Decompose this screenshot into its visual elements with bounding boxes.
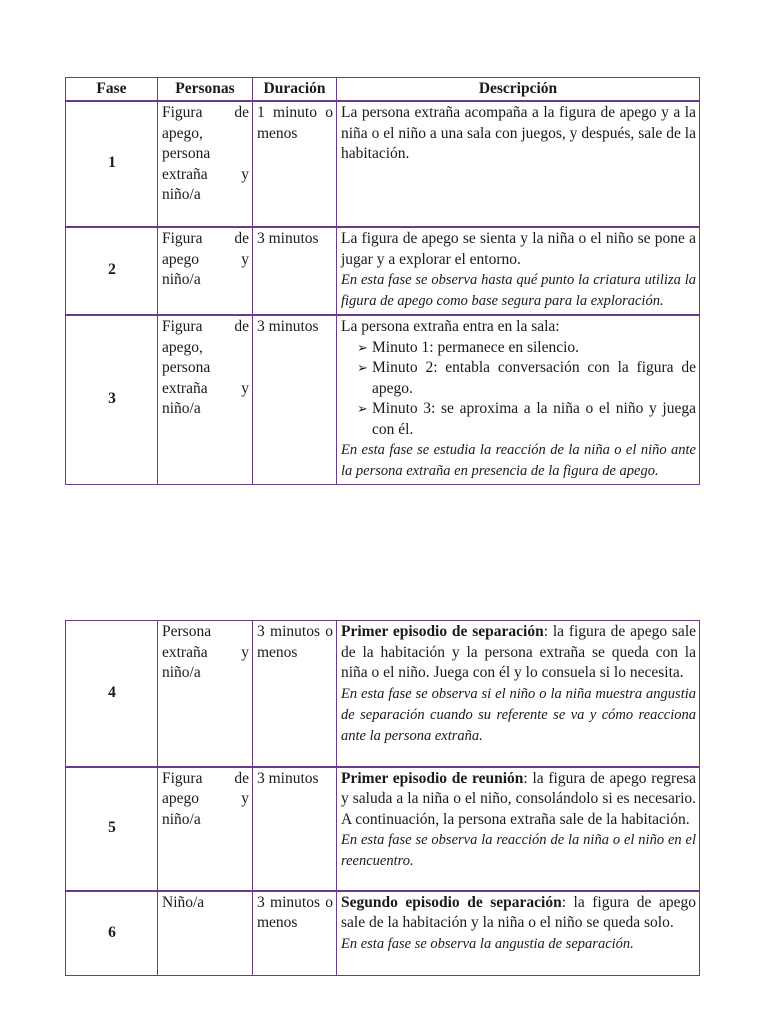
phase-duracion: 3 minutos o menos <box>253 621 337 767</box>
phase-description <box>337 227 700 315</box>
description-text: : la figura de apego regresa y saluda a la niña o el niño, consolándolo si es necesario. A continuación, la persona extraña sale de la habitación. <box>341 769 696 828</box>
observation-note: En esta fase se observa hasta qué punto la criatura utiliza la figura de apego como base segura para la exploración. <box>341 272 696 309</box>
phase-table-top <box>65 77 700 485</box>
episode-title: Primer episodio de reunión <box>341 769 524 787</box>
table-row <box>66 621 700 767</box>
phase-description <box>337 621 700 767</box>
phase-number: 5 <box>66 767 158 891</box>
phase-description <box>337 767 700 891</box>
observation-note: En esta fase se estudia la reacción de la niña o el niño ante la persona extraña en presencia de la figura de apego. <box>341 442 696 479</box>
list-item <box>357 358 696 399</box>
phase-duracion: 3 minutos <box>253 227 337 315</box>
description-text: La persona extraña entra en la sala: <box>341 318 560 335</box>
phase-personas: Figura de apego y niño/a <box>158 227 253 315</box>
header-personas: Personas <box>158 78 253 102</box>
table-row <box>66 315 700 485</box>
table-row <box>66 227 700 315</box>
observation-note: En esta fase se observa la angustia de separación. <box>341 935 634 952</box>
table-row <box>66 101 700 227</box>
list-item-text: Minuto 1: permanece en silencio. <box>372 338 580 356</box>
phase-personas: Figura de apego, persona extraña y niño/a <box>158 315 253 485</box>
header-duracion: Duración <box>253 78 337 102</box>
phase-number: 6 <box>66 891 158 976</box>
episode-title: Segundo episodio de separación <box>341 893 562 911</box>
observation-note: En esta fase se observa si el niño o la niña muestra angustia de separación cuando su referente se va y cómo reacciona ante la persona extraña. <box>341 685 696 744</box>
list-item-text: Minuto 2: entabla conversación con la figura de apego. <box>372 359 696 397</box>
arrowhead-bullet-icon: ➢ <box>357 401 368 416</box>
header-descripcion: Descripción <box>337 78 700 102</box>
description-text: : la figura de apego sale de la habitación y la persona extraña se queda con la niña o el niño. Juega con él y lo consuela si lo necesita. <box>341 623 696 681</box>
phase-personas: Figura de apego, persona extraña y niño/a <box>158 101 253 227</box>
list-item <box>357 399 696 440</box>
phase-number: 3 <box>66 315 158 485</box>
table-header-row <box>66 78 700 102</box>
list-item <box>357 338 696 359</box>
phase-number: 4 <box>66 621 158 767</box>
header-fase: Fase <box>66 78 158 102</box>
episode-title: Primer episodio de separación <box>341 623 544 640</box>
phase-duracion: 3 minutos <box>253 315 337 485</box>
list-item-text: Minuto 3: se aproxima a la niña o el niño y juega con él. <box>372 400 696 438</box>
table-row <box>66 891 700 976</box>
phase-number: 1 <box>66 101 158 227</box>
phase-description <box>337 891 700 976</box>
observation-note: En esta fase se observa la reacción de la niña o el niño en el reencuentro. <box>341 832 696 869</box>
phase-description <box>337 101 700 227</box>
phase-personas: Niño/a <box>158 891 253 976</box>
phase-number: 2 <box>66 227 158 315</box>
minute-list <box>341 338 696 441</box>
description-text: La persona extraña acompaña a la figura de apego y a la niña o el niño a una sala con juegos, y después, sale de la habitación. <box>341 104 696 162</box>
phase-duracion: 3 minutos <box>253 767 337 891</box>
table-row <box>66 767 700 891</box>
arrowhead-bullet-icon: ➢ <box>357 360 368 375</box>
phase-personas: Figura de apego y niño/a <box>158 767 253 891</box>
phase-table-bottom <box>65 620 700 976</box>
description-text: La figura de apego se sienta y la niña o el niño se pone a jugar y a explorar el entorno. <box>341 230 696 268</box>
phase-personas: Persona extraña y niño/a <box>158 621 253 767</box>
description-text: : la figura de apego sale de la habitación y la niña o el niño se queda solo. <box>341 893 696 931</box>
phase-duracion: 1 minuto o menos <box>253 101 337 227</box>
phase-description <box>337 315 700 485</box>
arrowhead-bullet-icon: ➢ <box>357 339 368 355</box>
phase-duracion: 3 minutos o menos <box>253 891 337 976</box>
